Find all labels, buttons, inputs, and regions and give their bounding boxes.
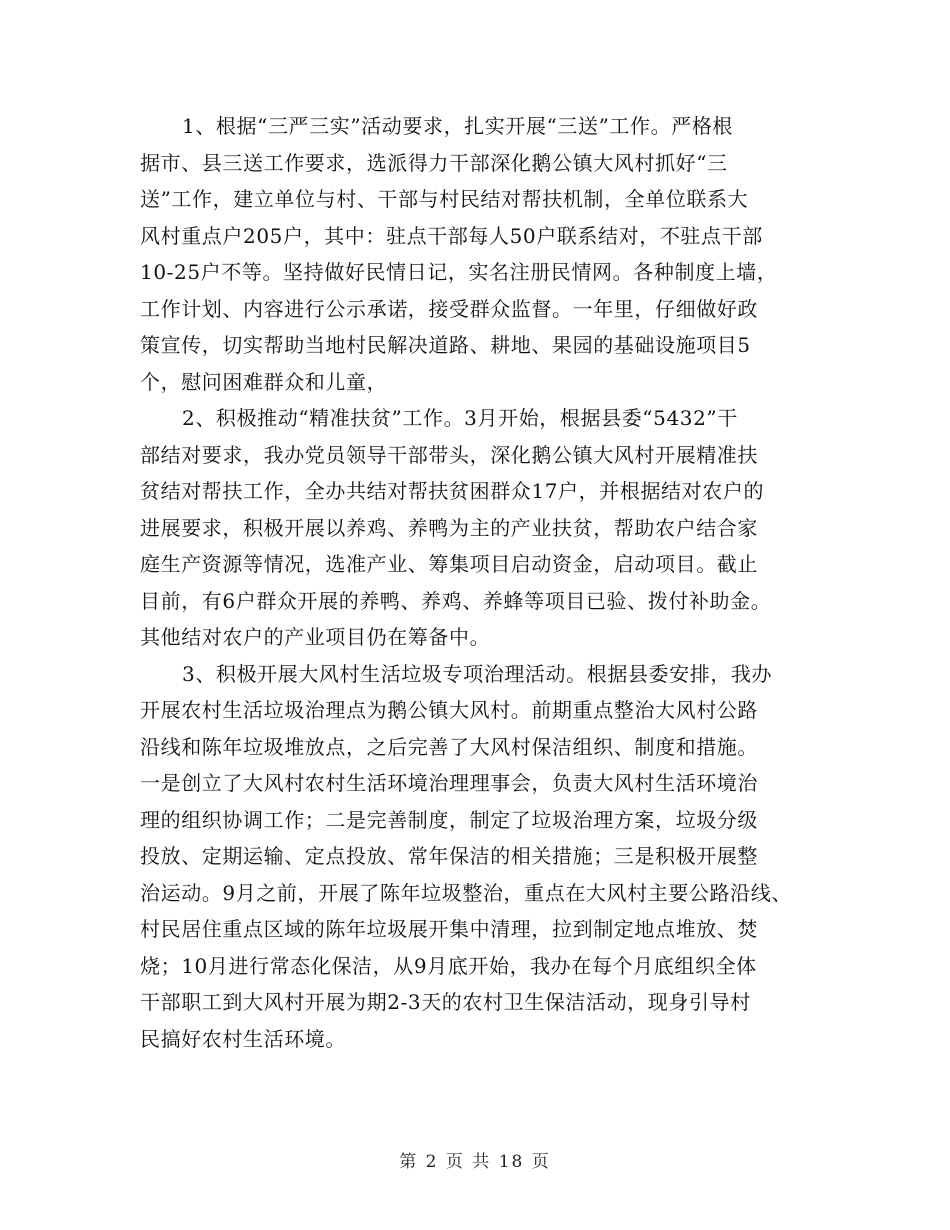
text-line: 2、积极推动“精准扶贫”工作。3月开始，根据县委“5432”干 — [182, 406, 738, 430]
text-line: 其他结对农户的产业项目仍在筹备中。 — [140, 625, 491, 649]
text-line: 贫结对帮扶工作，全办共结对帮扶贫困群众17户，并根据结对农户的 — [140, 479, 765, 503]
text-line: 开展农村生活垃圾治理点为鹅公镇大风村。前期重点整治大风村公路 — [140, 698, 758, 722]
text-line: 进展要求，积极开展以养鸡、养鸭为主的产业扶贫，帮助农户结合家 — [140, 515, 758, 540]
text-line: 策宣传，切实帮助当地村民解决道路、耕地、果园的基础设施项目5 — [140, 333, 751, 357]
text-line: 烧；10月进行常态化保洁，从9月底开始，我办在每个月底组织全体 — [140, 953, 757, 978]
text-line: 个，慰问困难群众和儿童， — [140, 369, 388, 394]
text-line: 沿线和陈年垃圾堆放点，之后完善了大风村保洁组织、制度和措施。 — [140, 734, 758, 759]
document-body — [140, 108, 830, 1057]
text-line: 民搞好农村生活环境。 — [140, 1026, 346, 1051]
text-line: 庭生产资源等情况，选准产业、筹集项目启动资金，启动项目。截止 — [140, 552, 758, 576]
text-line: 送”工作，建立单位与村、干部与村民结对帮扶机制，全单位联系大 — [140, 187, 749, 211]
text-line: 10-25户不等。坚持做好民情日记，实名注册民情网。各种制度上墙， — [140, 260, 778, 284]
text-line: 据市、县三送工作要求，选派得力干部深化鹅公镇大风村抓好“三 — [140, 150, 728, 175]
page-footer: 第 2 页 共 18 页 — [399, 1152, 551, 1172]
text-line: 目前，有6户群众开展的养鸭、养鸡、养蜂等项目已验、拨付补助金。 — [140, 588, 772, 613]
text-line: 干部职工到大风村开展为期2-3天的农村卫生保洁活动，现身引导村 — [140, 990, 751, 1014]
paragraph-1 — [140, 108, 830, 400]
text-line: 3、积极开展大风村生活垃圾专项治理活动。根据县委安排，我办 — [182, 661, 773, 686]
text-line: 治运动。9月之前，开展了陈年垃圾整治，重点在大风村主要公路沿线、 — [140, 880, 792, 905]
text-line: 村民居住重点区域的陈年垃圾展开集中清理，拉到制定地点堆放、焚 — [140, 917, 758, 941]
text-line: 1、根据“三严三实”活动要求，扎实开展“三送”工作。严格根 — [182, 114, 734, 138]
text-line: 投放、定期运输、定点投放、常年保洁的相关措施；三是积极开展整 — [140, 844, 758, 868]
paragraph-2 — [140, 400, 830, 656]
text-line: 部结对要求，我办党员领导干部带头，深化鹅公镇大风村开展精准扶 — [140, 442, 758, 467]
text-line: 一是创立了大风村农村生活环境治理理事会，负责大风村生活环境治 — [140, 771, 758, 795]
text-line: 理的组织协调工作；二是完善制度，制定了垃圾治理方案，垃圾分级 — [140, 807, 758, 832]
text-line: 风村重点户205户，其中：驻点干部每人50户联系结对，不驻点干部 — [140, 223, 763, 248]
text-line: 工作计划、内容进行公示承诺，接受群众监督。一年里，仔细做好政 — [140, 296, 758, 321]
paragraph-3 — [140, 656, 830, 1058]
